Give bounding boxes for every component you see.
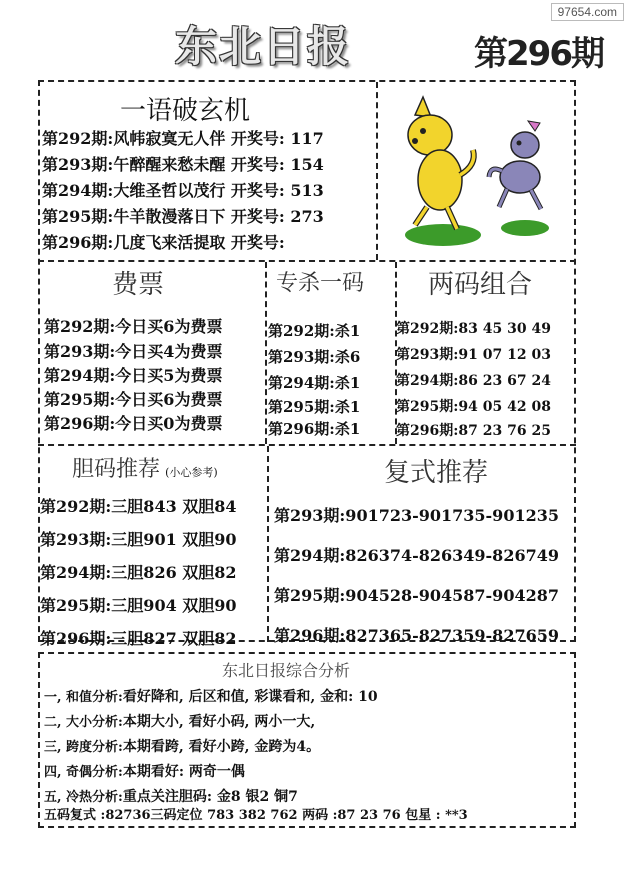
riddle-row: 第296期:几度飞来活提取 开奖号:: [42, 233, 285, 252]
list-item: 第295期:904528-904587-904287: [274, 586, 559, 605]
analysis-row: 一, 和值分析:看好降和, 后区和值, 彩谍看和, 金和: 10: [44, 689, 378, 705]
fushi-list: [274, 496, 559, 656]
list-item: 第292期:今日买6为费票: [44, 317, 223, 336]
danma-list: [40, 490, 237, 655]
divider: [38, 260, 576, 262]
list-item: 第295期:94 05 42 08: [396, 399, 551, 415]
danma-title: 胆码推荐: [72, 457, 161, 482]
riddle-row: 第293期:午醉醒来愁未醒 开奖号: 154: [42, 155, 324, 174]
analysis-row: 三, 跨度分析:本期看跨, 看好小跨, 金跨为4。: [44, 739, 321, 755]
analysis-title: 东北日报综合分析: [222, 661, 351, 680]
danma-note: (小心参考): [165, 466, 218, 479]
list-item: 第293期:91 07 12 03: [396, 347, 551, 363]
list-item: 第293期:901723-901735-901235: [274, 506, 559, 525]
list-item: 第295期:今日买6为费票: [44, 390, 223, 409]
zhuansha-title: 专杀一码: [276, 271, 365, 296]
analysis-row: 五, 冷热分析:重点关注胆码: 金8 银2 铜7: [44, 789, 298, 805]
analysis-list: [44, 685, 378, 810]
page-title: 东北日报: [175, 22, 352, 71]
list-item: 第292期:三胆843 双胆84: [40, 497, 237, 516]
issue-number: 第296期: [474, 34, 603, 74]
danma-heading: [72, 452, 218, 483]
zhuansha-list: [268, 318, 360, 440]
list-item: 第294期:86 23 67 24: [396, 373, 551, 389]
list-item: 第296期:杀1: [268, 420, 361, 438]
riddle-list: [42, 126, 324, 256]
list-item: 第292期:杀1: [268, 322, 361, 340]
analysis-row: 二, 大小分析:本期大小, 看好小码, 两小一大,: [44, 714, 316, 730]
list-item: 第294期:杀1: [268, 374, 361, 392]
feipiao-list: [44, 314, 222, 436]
list-item: 第294期:三胆826 双胆82: [40, 563, 237, 582]
riddle-row: 第294期:大维圣哲以茂行 开奖号: 513: [42, 181, 324, 200]
list-item: 第293期:三胆901 双胆90: [40, 530, 237, 549]
riddle-row: 第292期:风帏寂寞无人伴 开奖号: 117: [42, 129, 324, 148]
list-item: 第296期:三胆827 双胆82: [40, 629, 237, 648]
list-item: 第296期:827365-827359-827659: [274, 626, 559, 645]
list-item: 第294期:今日买5为费票: [44, 366, 223, 385]
analysis-row: 四, 奇偶分析:本期看好: 两奇一偶: [44, 764, 245, 780]
divider: [265, 262, 267, 444]
list-item: 第292期:83 45 30 49: [396, 321, 551, 337]
list-item: 第293期:杀6: [268, 348, 361, 366]
divider: [38, 444, 576, 446]
liangma-title: 两码组合: [428, 270, 533, 300]
fushi-title: 复式推荐: [384, 458, 489, 488]
list-item: 第294期:826374-826349-826749: [274, 546, 559, 565]
list-item: 第296期:87 23 76 25: [396, 423, 551, 439]
liangma-list: [396, 316, 551, 442]
list-item: 第295期:三胆904 双胆90: [40, 596, 237, 615]
divider: [376, 82, 378, 260]
list-item: 第293期:今日买4为费票: [44, 342, 223, 361]
cartoon-dogs-illustration: [385, 95, 570, 255]
watermark: 97654.com: [551, 3, 624, 21]
list-item: 第296期:今日买0为费票: [44, 414, 223, 433]
riddle-row: 第295期:牛羊散漫落日下 开奖号: 273: [42, 207, 324, 226]
list-item: 第295期:杀1: [268, 398, 361, 416]
feipiao-title: 费票: [112, 270, 165, 300]
divider: [267, 446, 269, 642]
analysis-bottom-line: 五码复式 :82736三码定位 783 382 762 两码 :87 23 76 包星 : **3: [44, 808, 468, 823]
riddle-title: 一语破玄机: [120, 96, 251, 126]
